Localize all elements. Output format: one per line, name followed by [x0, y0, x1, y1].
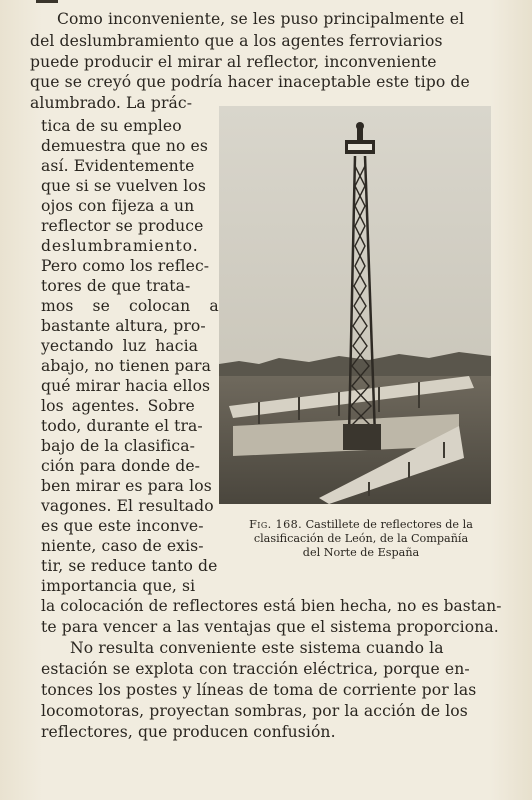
- text-line: ben mirar es para los: [41, 477, 212, 495]
- text-line: No resulta conveniente este sistema cuando la: [70, 639, 444, 657]
- text-line: niente, caso de exis-: [41, 537, 204, 555]
- text-line: del deslumbramiento que a los agentes ferroviarios: [30, 32, 443, 50]
- text-line: ción para donde de-: [41, 457, 201, 475]
- text-line: bajo de la clasifica-: [41, 437, 196, 455]
- text-line: demuestra que no es: [41, 137, 208, 155]
- text-line: todo, durante el tra-: [41, 417, 203, 435]
- text-line: que si se vuelven los: [41, 177, 206, 195]
- text-line: Como inconveniente, se les puso principalmente el: [57, 10, 465, 28]
- caption-text: Castillete de reflectores de la: [305, 518, 473, 531]
- text-line: tir, se reduce tanto de: [41, 557, 218, 575]
- text-line: importancia que, si: [41, 577, 196, 595]
- reflector-tower-illustration: [219, 106, 491, 504]
- text-line: los agentes. Sobre: [41, 397, 195, 415]
- text-line: abajo, no tienen para: [41, 357, 211, 375]
- caption-line: [225, 518, 497, 532]
- caption-line: clasificación de León, de la Compañía: [253, 532, 469, 545]
- text-line: estación se explota con tracción eléctrica, porque en-: [41, 660, 470, 678]
- text-line: mos se colocan a: [41, 297, 219, 315]
- text-line: qué mirar hacia ellos: [41, 377, 211, 395]
- text-line: puede producir el mirar al reflector, inconveniente: [30, 53, 437, 71]
- text-line: yectando luz hacia: [41, 337, 199, 355]
- text-line: tica de su empleo: [41, 117, 182, 135]
- figure-number: Fig. 168.: [249, 518, 303, 531]
- text-line: reflector se produce: [41, 217, 204, 235]
- text-line: deslumbramiento.: [41, 237, 199, 255]
- text-line: Pero como los reflec-: [41, 257, 210, 275]
- text-line: bastante altura, pro-: [41, 317, 206, 335]
- text-line: la colocación de reflectores está bien hecha, no es bastan-: [41, 597, 502, 615]
- text-line: así. Evidentemente: [41, 157, 195, 175]
- text-line: tores de que trata-: [41, 277, 191, 295]
- text-line: vagones. El resultado: [41, 497, 214, 515]
- text-line: ojos con fijeza a un: [41, 197, 195, 215]
- text-line: tonces los postes y líneas de toma de corriente por las: [41, 681, 477, 699]
- text-line: reflectores, que producen confusión.: [41, 723, 336, 741]
- text-line: te para vencer a las ventajas que el sistema proporciona.: [41, 618, 499, 636]
- figure-photo: [219, 106, 491, 504]
- caption-line: del Norte de España: [302, 546, 420, 559]
- text-line: es que este inconve-: [41, 517, 204, 535]
- text-line: locomotoras, proyectan sombras, por la acción de los: [41, 702, 468, 720]
- text-line: que se creyó que podría hacer inaceptable este tipo de: [30, 73, 470, 91]
- header-rule: [36, 0, 58, 3]
- figure-caption: [225, 518, 497, 560]
- text-line: alumbrado. La prác-: [30, 94, 193, 112]
